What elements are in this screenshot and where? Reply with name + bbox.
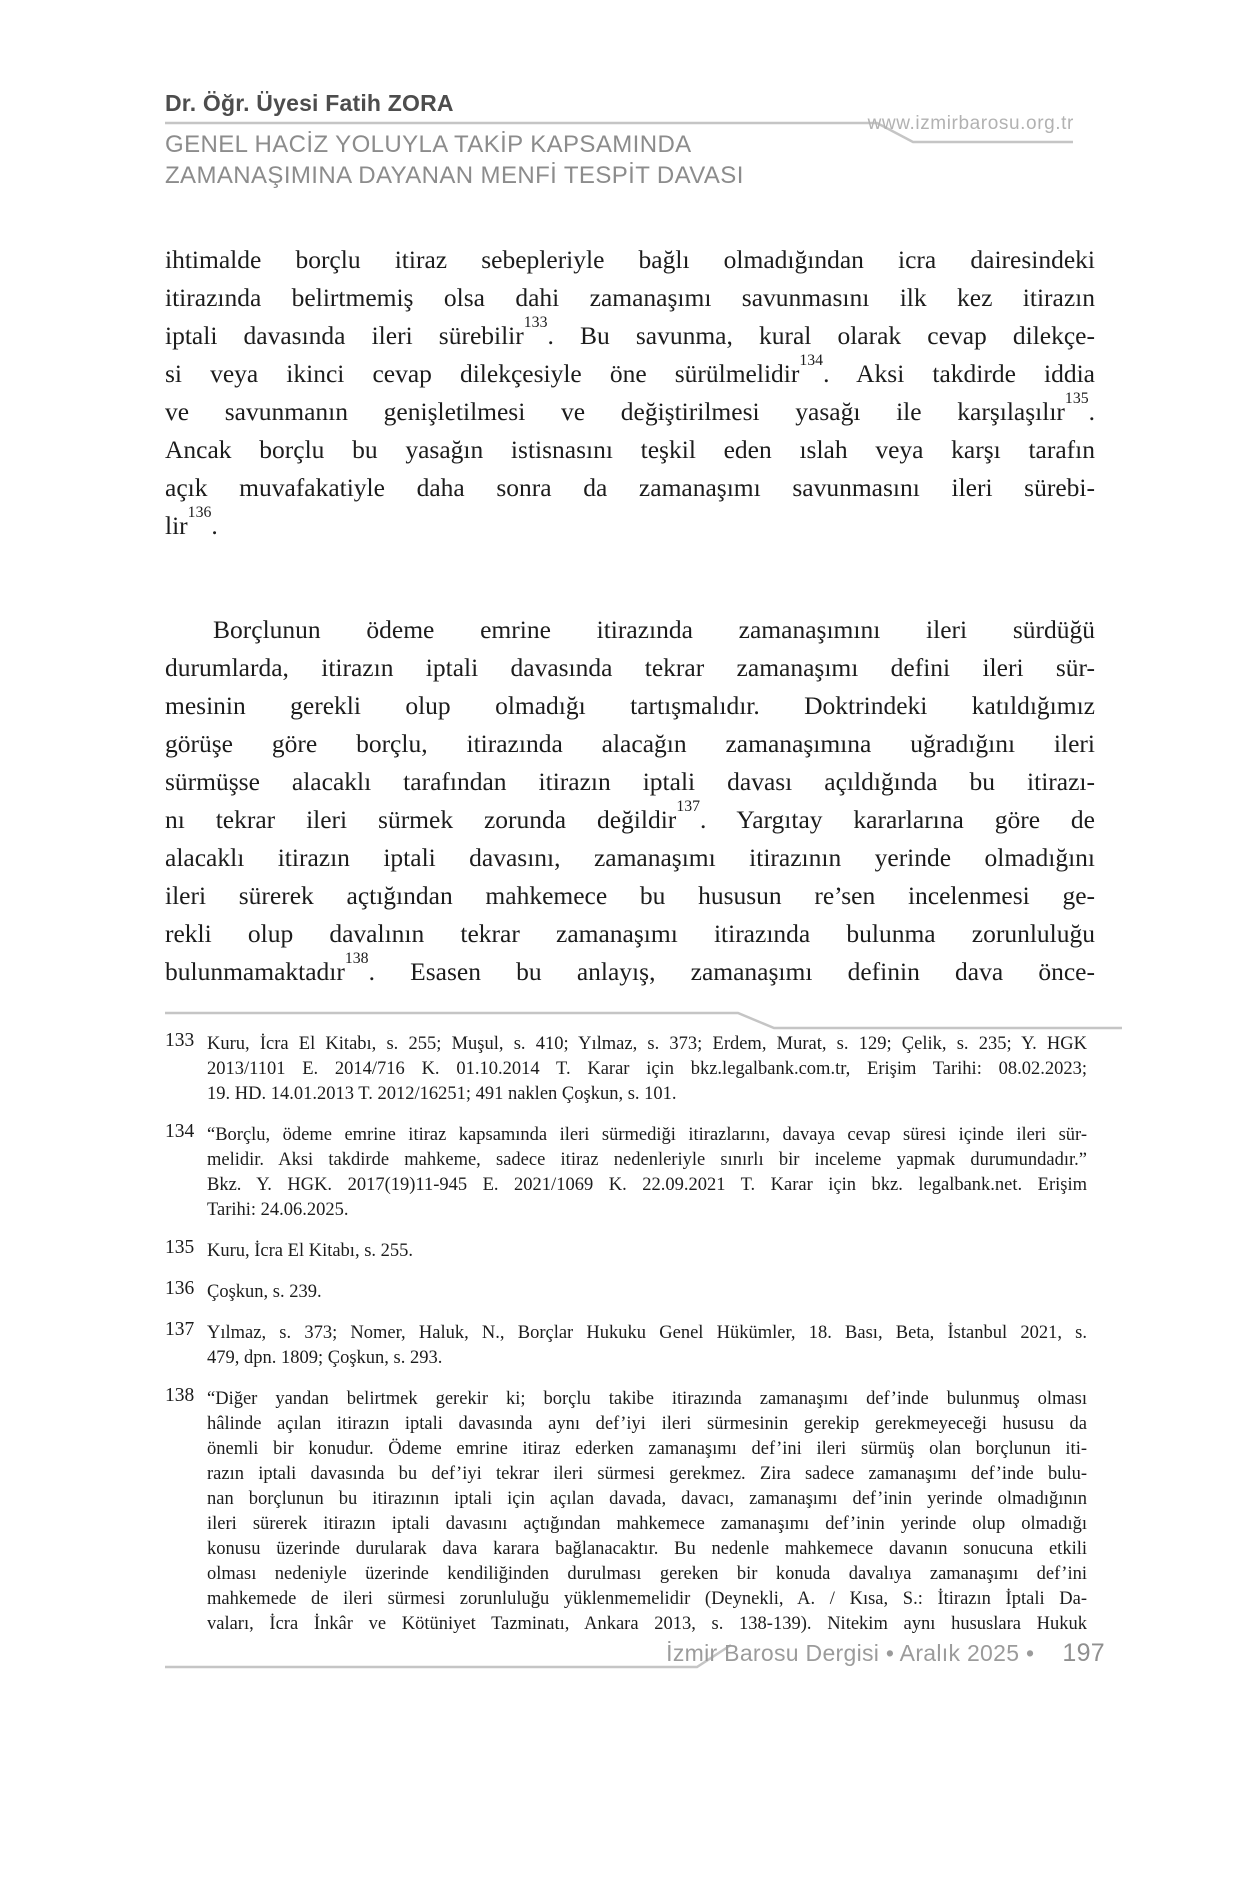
body-text-line: bulunmamaktadır$^{138}$. Esasen bu anlayış, zamanaşımı definin dava önce- (165, 949, 1095, 986)
footnote-separator-rule (165, 1013, 1122, 1028)
body-text-line: ihtimalde borçlu itiraz sebepleriyle bağlı olmadığından icra dairesindeki (165, 245, 1095, 274)
page-number: 197 (1062, 1639, 1105, 1667)
body-paragraph-1 (165, 241, 1095, 545)
body-text-line: alacaklı itirazın iptali davasını, zamanaşımı itirazının yerinde olmadığını (165, 843, 1095, 872)
article-title-line1: GENEL HACİZ YOLUYLA TAKİP KAPSAMINDA (165, 131, 692, 158)
footnote-ref: 138 (344, 949, 369, 967)
body-text-line: si veya ikinci cevap dilekçesiyle öne sürülmelidir$^{134}$. Aksi takdirde iddia (165, 351, 1095, 388)
footnote-text-line: melidir. Aksi takdirde mahkeme, sadece itiraz nedenleriyle sınırlı bir inceleme yapmak durumundadır.” (207, 1150, 1087, 1170)
footnote-ref: 136 (187, 503, 212, 521)
body-text-line: rekli olup davalının tekrar zamanaşımı itirazında bulunma zorunluluğu (165, 919, 1095, 948)
footnote-item (165, 1280, 1087, 1305)
footnote-ref: 134 (799, 351, 824, 369)
page-footer (666, 1639, 1105, 1668)
footnote-number: 133 (165, 1030, 195, 1051)
footnote-text-line: mahkemede de ileri sürmesi zorunluluğu yüklenmemelidir (Deynekli, A. / Kısa, S.: İtirazın İptali Da- (207, 1589, 1087, 1609)
footnote-text-line: önemli bir konudur. Ödeme emrine itiraz ederken zamanaşımı def’ini ileri sürmüş olan borçlunun iti- (207, 1439, 1087, 1459)
footnote-text-line: “Borçlu, ödeme emrine itiraz kapsamında ileri sürmediği itirazlarını, davaya cevap süresi içinde ileri sür- (207, 1125, 1087, 1145)
footnote-item (165, 1032, 1087, 1107)
body-text-line: Ancak borçlu bu yasağın istisnasını teşkil eden ıslah veya karşı tarafın (165, 435, 1095, 464)
body-text-line: açık muvafakatiyle daha sonra da zamanaşımı savunmasını ileri sürebi- (165, 473, 1095, 502)
body-text-line: sürmüşse alacaklı tarafından itirazın iptali davası açıldığında bu itirazı- (165, 767, 1095, 796)
footnote-number: 138 (165, 1385, 195, 1406)
journal-info: İzmir Barosu Dergisi • Aralık 2025 • (666, 1640, 1035, 1666)
footnote-number: 134 (165, 1121, 195, 1142)
footnote-text-line: 19. HD. 14.01.2013 T. 2012/16251; 491 naklen Çoşkun, s. 101. (207, 1084, 677, 1104)
body-text-line: ileri sürerek açtığından mahkemece bu hususun re’sen incelenmesi ge- (165, 881, 1095, 910)
footnote-number: 135 (165, 1237, 195, 1258)
body-text-line: itirazında belirtmemiş olsa dahi zamanaşımı savunmasını ilk kez itirazın (165, 283, 1095, 312)
footnote-number: 137 (165, 1319, 195, 1340)
footnote-text-line: Çoşkun, s. 239. (207, 1282, 322, 1302)
body-text-line: durumlarda, itirazın iptali davasında tekrar zamanaşımı defini ileri sür- (165, 653, 1095, 682)
footnote-text-line: nan borçlunun bu itirazının iptali için açılan davada, davacı, zamanaşımı def’inin yerinde olmadığının (207, 1489, 1087, 1509)
article-title-line2: ZAMANAŞIMINA DAYANAN MENFİ TESPİT DAVASI (165, 162, 744, 189)
footnote-item (165, 1387, 1087, 1637)
body-text-line: ve savunmanın genişletilmesi ve değiştirilmesi yasağı ile karşılaşılır$^{135}$. (165, 389, 1095, 426)
footnote-number: 136 (165, 1278, 195, 1299)
website-url: www.izmirbarosu.org.tr (867, 113, 1074, 134)
footnote-text-line: konusu üzerinde durularak dava karara bağlanacaktır. Bu nedenle mahkemece davanın sonucuna etkili (207, 1539, 1087, 1559)
footnote-item (165, 1123, 1087, 1223)
footnote-text-line: Tarihi: 24.06.2025. (207, 1200, 349, 1220)
footnote-item (165, 1321, 1087, 1371)
body-text-line: iptali davasında ileri sürebilir$^{133}$. Bu savunma, kural olarak cevap dilekçe- (165, 313, 1095, 350)
author-name: Dr. Öğr. Üyesi Fatih ZORA (165, 90, 454, 116)
footnotes-section (165, 1032, 1087, 1653)
footnote-text-line: Yılmaz, s. 373; Nomer, Haluk, N., Borçlar Hukuku Genel Hükümler, 18. Bası, Beta, İstanbul 2021, s. (207, 1323, 1087, 1343)
footnote-text-line: hâlinde açılan itirazın iptali davasında aynı def’iyi ileri sürmesinin gerekip gerekmeyeceği hususu da (207, 1414, 1087, 1434)
footnote-text-line: ileri sürerek itirazın iptali davasını açtığından mahkemece zamanaşımı def’inin yerinde olup olmadığı (207, 1514, 1087, 1534)
body-paragraph-2 (165, 611, 1095, 991)
body-text-line: Borçlunun ödeme emrine itirazında zamanaşımını ileri sürdüğü (213, 615, 1095, 644)
footnote-text-line: razın iptali davasında bu def’iyi tekrar ileri sürmesi gerekmez. Zira sadece zamanaşımı def’inde bulu- (207, 1464, 1087, 1484)
body-text-line: lir$^{136}$. (165, 503, 218, 540)
footnote-ref: 133 (523, 313, 548, 331)
footnote-text-line: vaları, İcra İnkâr ve Kötüniyet Tazminatı, Ankara 2013, s. 138-139). Nitekim aynı hususlara Hukuk (207, 1614, 1087, 1634)
footnote-text-line: “Diğer yandan belirtmek gerekir ki; borçlu takibe itirazında zamanaşımı def’inde bulunmuş olması (207, 1389, 1087, 1409)
footnote-text-line: Bkz. Y. HGK. 2017(19)11-945 E. 2021/1069 K. 22.09.2021 T. Karar için bkz. legalbank.net. Erişim (207, 1175, 1087, 1195)
footnote-text-line: Kuru, İcra El Kitabı, s. 255; Muşul, s. 410; Yılmaz, s. 373; Erdem, Murat, s. 129; Çelik, s. 235; Y. HGK (207, 1034, 1087, 1054)
footnote-text-line: Kuru, İcra El Kitabı, s. 255. (207, 1241, 414, 1261)
body-text-line: nı tekrar ileri sürmek zorunda değildir$^{137}$. Yargıtay kararlarına göre de (165, 797, 1095, 834)
body-text-line: görüşe göre borçlu, itirazında alacağın zamanaşımına uğradığını ileri (165, 729, 1095, 758)
footnote-text-line: olması nedeniyle üzerinde kendiliğinden durulması gereken bir konuda davalıya zamanaşımı def’ini (207, 1564, 1087, 1584)
footnote-ref: 135 (1064, 389, 1089, 407)
footnote-ref: 137 (676, 797, 701, 815)
body-text-line: mesinin gerekli olup olmadığı tartışmalıdır. Doktrindeki katıldığımız (165, 691, 1095, 720)
footnote-item (165, 1239, 1087, 1264)
footnote-text-line: 2013/1101 E. 2014/716 K. 01.10.2014 T. Karar için bkz.legalbank.com.tr, Erişim Tarihi: 08.02.2023; (207, 1059, 1087, 1079)
footnote-text-line: 479, dpn. 1809; Çoşkun, s. 293. (207, 1348, 443, 1368)
